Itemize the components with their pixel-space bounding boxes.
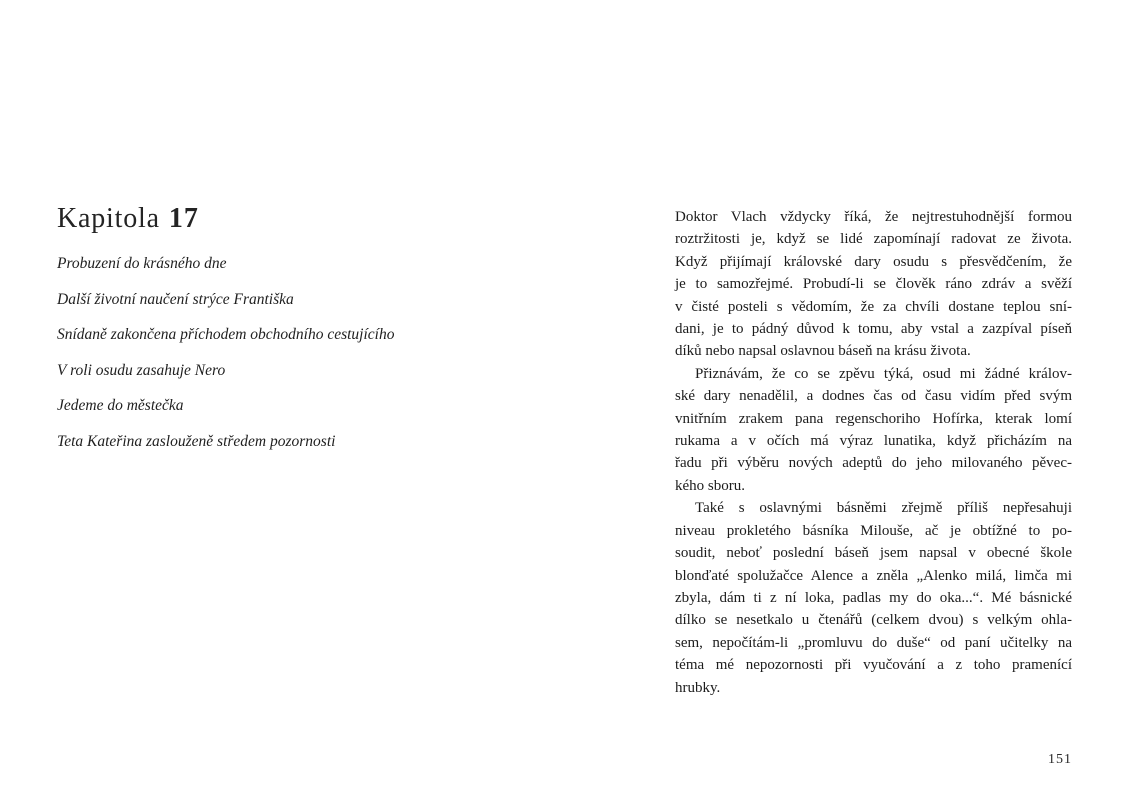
summary-line: V roli osudu zasahuje Nero — [57, 361, 226, 379]
body-text-column — [675, 206, 1072, 699]
summary-line: Teta Kateřina zaslouženě středem pozornosti — [57, 432, 336, 450]
body-line: Když přijímají královské dary osudu s přesvědčením, že — [675, 253, 1072, 270]
chapter-label: Kapitola — [57, 203, 160, 234]
body-line: řadu při výběru nových adeptů do jeho milovaného pěvec- — [675, 455, 1072, 472]
body-line: sem, nepočítám-li „promluvu do duše“ od paní učitelky na — [675, 634, 1072, 651]
body-line: ské dary nenadělil, a dodnes čas od času vidím před svým — [675, 388, 1072, 405]
chapter-summary — [57, 246, 637, 459]
body-line: Doktor Vlach vždycky říká, že nejtrestuhodnější formou — [675, 209, 1072, 225]
body-line: v čisté posteli s vědomím, že za chvíli dostane teplou sní- — [675, 298, 1072, 315]
chapter-title — [57, 200, 637, 238]
body-line: soudit, neboť poslední báseň jsem napsal v obecné škole — [675, 545, 1072, 562]
body-line: niveau prokletého básníka Milouše, ač je obtížné to po- — [675, 522, 1072, 539]
chapter-number: 17 — [168, 203, 199, 234]
body-line: vnitřním zrakem pana regenschoriho Hofírka, kterak lomí — [675, 410, 1072, 427]
body-line: roztržitosti je, když se lidé zapomínají radovat ze života. — [675, 231, 1072, 248]
summary-line: Další životní naučení strýce Františka — [57, 290, 294, 308]
body-line: hrubky. — [675, 679, 721, 696]
page-number: 151 — [1048, 752, 1072, 767]
body-line: téma mé nepozornosti při vyučování a z toho pramenící — [675, 657, 1072, 674]
body-line: Také s oslavnými básněmi zřejmě příliš nepřesahuji — [695, 500, 1072, 517]
summary-line: Snídaně zakončena příchodem obchodního cestujícího — [57, 326, 395, 343]
body-line: rukama a v očích má výraz lunatika, když přicházím na — [675, 433, 1072, 450]
body-line: dílko se nesetkalo u čtenářů (celkem dvou) s velkým ohla- — [675, 612, 1072, 629]
paragraph — [675, 206, 1072, 363]
body-line: zbyla, dám ti z ní loka, padlas my do oka...“. Mé básnické — [675, 589, 1072, 606]
body-line: dani, je to pádný důvod k tomu, aby vstal a zazpíval píseň — [675, 321, 1072, 338]
paragraph — [675, 497, 1072, 699]
body-line: kého sboru. — [675, 477, 745, 494]
body-line: je to samozřejmé. Probudí-li se člověk ráno zdráv a svěží — [675, 276, 1072, 293]
body-line: blonďaté spolužačce Alence a zněla „Alenko milá, limča mi — [675, 567, 1072, 584]
summary-line: Probuzení do krásného dne — [57, 255, 227, 272]
body-line: Přiznávám, že co se zpěvu týká, osud mi žádné králov- — [695, 365, 1072, 382]
chapter-header-block — [57, 200, 637, 459]
summary-line: Jedeme do městečka — [57, 397, 184, 414]
paragraph — [675, 363, 1072, 497]
body-line: díků nebo napsal oslavnou báseň na krásu života. — [675, 343, 971, 360]
